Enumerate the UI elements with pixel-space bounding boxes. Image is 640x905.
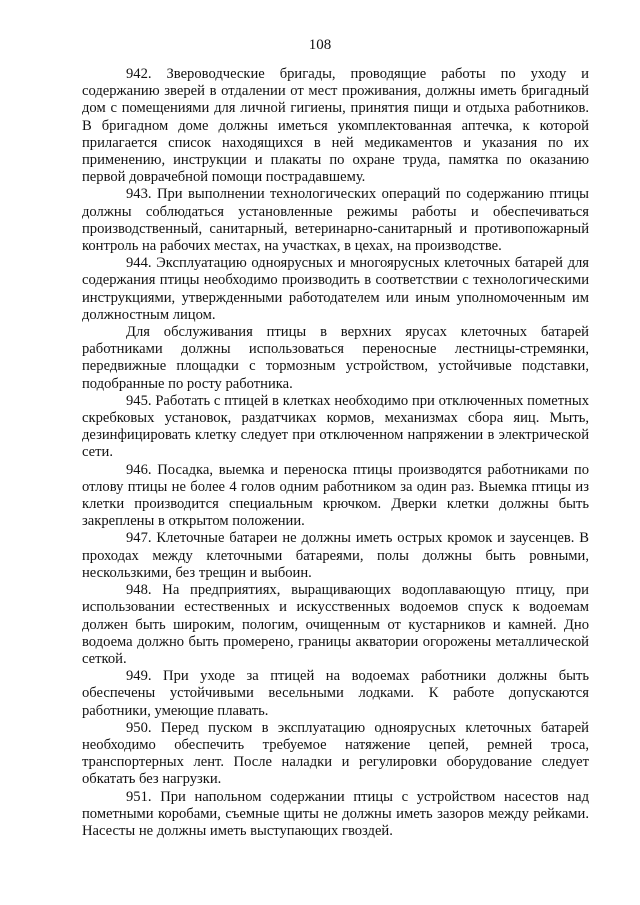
body-text [82,66,589,840]
paragraph-943: 943. При выполнении технологических операций по содержанию птицы должны соблюдаться установленные режимы работы и обеспечиваться производственный, санитарный, ветеринарно-санитарный и противопожарный контроль на рабочих местах, на участках, в цехах, на производстве. [82,186,589,255]
paragraph-947: 947. Клеточные батареи не должны иметь острых кромок и заусенцев. В проходах между клеточными батареями, полы должны быть ровными, нескользкими, без трещин и выбоин. [82,530,589,581]
paragraph-949: 949. При уходе за птицей на водоемах работники должны быть обеспечены устойчивыми весельными лодками. К работе допускаются работники, умеющие плавать. [82,668,589,719]
paragraph-944: 944. Эксплуатацию одноярусных и многоярусных клеточных батарей для содержания птицы необходимо производить в соответствии с технологическими инструкциями, утвержденными работодателем или иным уполномоченным им должностным лицом. [82,255,589,323]
page-number: 108 [308,37,332,53]
paragraph-951: 951. При напольном содержании птицы с устройством насестов над пометными коробами, съемные щиты не должны иметь зазоров между рейками. Насесты не должны иметь выступающих гвоздей. [82,788,589,839]
paragraph-944-continued: Для обслуживания птицы в верхних ярусах клеточных батарей работниками должны использоваться переносные лестницы-стремянки, передвижные площадки с тормозным устройством, устойчивые подставки, подобранные по росту работника. [82,324,589,392]
paragraph-942: 942. Звероводческие бригады, проводящие работы по уходу и содержанию зверей в отдалении от мест проживания, должны иметь бригадный дом с помещениями для личной гигиены, принятия пищи и отдыха работников. В бригадном доме должны иметься укомплектованная аптечка, к которой прилагается список находящихся в ней медикаментов и указания по их применению, инструкции и плакаты по охране труда, памятка по оказанию первой доврачебной помощи пострадавшему. [82,66,589,186]
paragraph-945: 945. Работать с птицей в клетках необходимо при отключенных пометных скребковых установок, раздатчиках кормов, механизмах сбора яиц. Мыть, дезинфицировать клетку следует при отключенном напряжении в электрической сети. [82,392,589,461]
paragraph-950: 950. Перед пуском в эксплуатацию одноярусных клеточных батарей необходимо обеспечить требуемое натяжение цепей, ремней троса, транспортерных лент. После наладки и регулировки оборудование следует обкатать без нагрузки. [82,719,589,788]
paragraph-946: 946. Посадка, выемка и переноска птицы производятся работниками по отлову птицы не более 4 голов одним работником за один раз. Выемка птицы из клетки производится специальным крючком. Дверки клетки должны быть закреплены в открытом положении. [82,461,589,530]
paragraph-948: 948. На предприятиях, выращивающих водоплавающую птицу, при использовании естественных и искусственных водоемов спуск к водоемам должен быть широким, пологим, очищенным от кустарников и камней. Дно водоема должно быть промерено, границы акватории огорожены металлической сеткой. [82,582,589,667]
